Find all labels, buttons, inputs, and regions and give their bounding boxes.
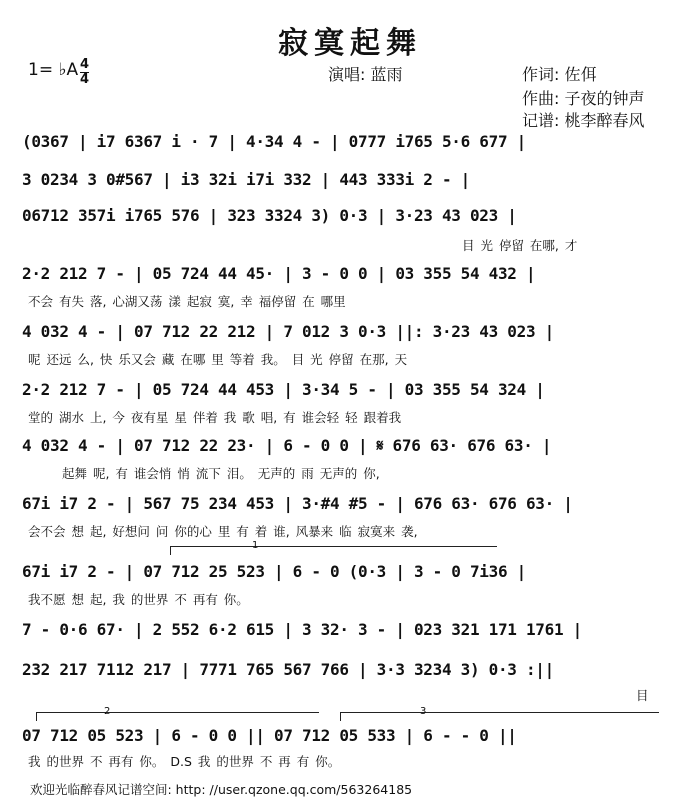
time-signature <box>80 58 89 87</box>
lyricist-credit: 作词: 佐佴 <box>522 65 597 84</box>
volta-number-2: 2 <box>104 706 111 717</box>
lyric-row-12: 我 的世界 不 再有 你。 D.S 我 的世界 不 再 有 你。 <box>28 754 341 769</box>
song-title: 寂寞起舞 <box>278 26 422 61</box>
score-row-1: (0367 | i7 6367 i · 7 | 4·34 4 - | 0777 i765 5·6 677 | <box>22 132 526 151</box>
volta-number-1: 1 <box>252 540 259 551</box>
lyric-row-3: 目 光 停留 在哪, 才 <box>462 238 578 253</box>
lyric-row-9: 我不愿 想 起, 我 的世界 不 再有 你。 <box>28 592 249 607</box>
key-signature: 1= ♭A <box>28 60 79 80</box>
singer-credit: 演唱: 蓝雨 <box>328 65 403 84</box>
volta-bracket-1 <box>170 546 497 555</box>
meter-top: 4 <box>80 57 90 72</box>
lyric-row-6: 堂的 湖水 上, 今 夜有星 星 伴着 我 歌 唱, 有 谁会轻 轻 跟着我 <box>28 410 402 425</box>
score-row-11: 232 217 7112 217 | 7771 765 567 766 | 3·3 3234 3) 0·3 :|| <box>22 660 554 679</box>
score-row-3: 06712 357i i765 576 | 323 3324 3) 0·3 | 3·23 43 023 | <box>22 206 517 225</box>
score-row-6: 2·2 212 7 - | 05 724 44 453 | 3·34 5 - | 03 355 54 324 | <box>22 380 545 399</box>
volta-number-3: 3 <box>420 706 427 717</box>
score-row-10: 7 - 0·6 67· | 2 552 6·2 615 | 3 32· 3 - | 023 321 171 1761 | <box>22 620 582 639</box>
score-row-7: 4 032 4 - | 07 712 22 23· | 6 - 0 0 | 𝄋 676 63· 676 63· | <box>22 436 552 455</box>
score-row-8: 67i i7 2 - | 567 75 234 453 | 3·#4 #5 - | 676 63· 676 63· | <box>22 494 573 513</box>
lyric-row-8: 会不会 想 起, 好想问 问 你的心 里 有 着 谁, 风暴来 临 寂寞来 袭, <box>28 524 418 539</box>
score-row-2: 3 0234 3 0#567 | i3 32i i7i 332 | 443 333i 2 - | <box>22 170 470 189</box>
volta-bracket-3 <box>340 712 659 721</box>
score-row-5: 4 032 4 - | 07 712 22 212 | 7 012 3 0·3 ||: 3·23 43 023 | <box>22 322 554 341</box>
lyric-row-4: 不会 有失 落, 心湖又荡 漾 起寂 寞, 幸 福停留 在 哪里 <box>28 294 346 309</box>
volta-bracket-2 <box>36 712 319 721</box>
score-row-12: 07 712 05 523 | 6 - 0 0 || 07 712 05 533 | 6 - - 0 || <box>22 726 517 745</box>
lyric-row-7: 起舞 呢, 有 谁会悄 悄 流下 泪。 无声的 雨 无声的 你, <box>62 466 380 481</box>
lyric-row-11: 目 <box>636 688 649 703</box>
lyric-row-5: 呢 还远 么, 快 乐又会 藏 在哪 里 等着 我。 目 光 停留 在那, 天 <box>28 352 408 367</box>
meter-bottom: 4 <box>80 72 90 87</box>
footer-credit: 欢迎光临醉春风记谱空间: http: //user.qzone.qq.com/563264185 <box>30 782 413 797</box>
composer-credit: 作曲: 子夜的钟声 <box>522 89 645 108</box>
transcriber-credit: 记谱: 桃李醉春风 <box>522 111 645 130</box>
score-row-9: 67i i7 2 - | 07 712 25 523 | 6 - 0 (0·3 | 3 - 0 7i36 | <box>22 562 526 581</box>
score-row-4: 2·2 212 7 - | 05 724 44 45· | 3 - 0 0 | 03 355 54 432 | <box>22 264 536 283</box>
